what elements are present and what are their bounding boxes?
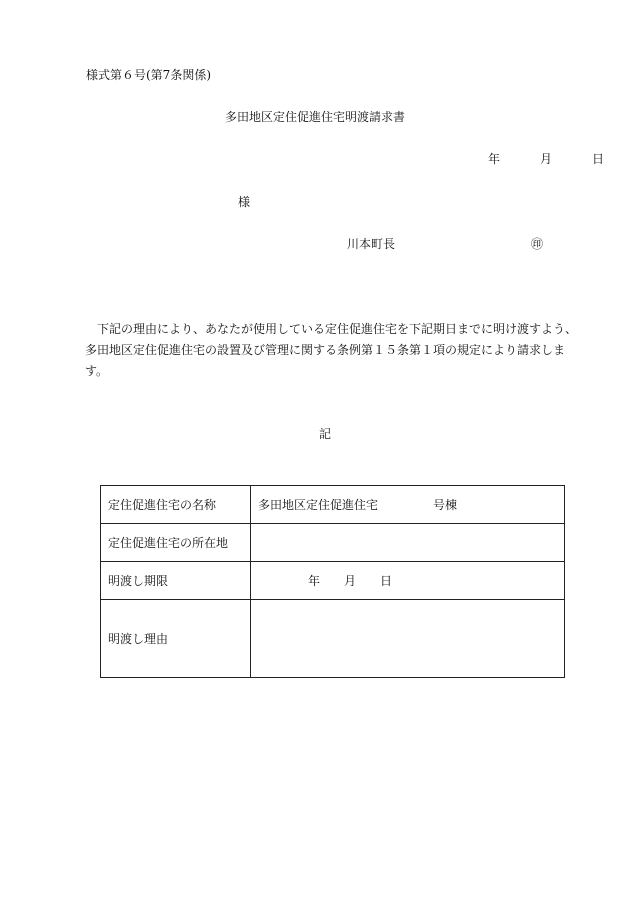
housing-building-suffix: 号棟: [433, 498, 458, 512]
row-label-reason: 明渡し理由: [101, 600, 251, 678]
table-row: [101, 600, 565, 678]
deadline-month: 月: [344, 574, 357, 588]
row-value-location: [251, 524, 565, 562]
row-value-name: [251, 486, 565, 524]
row-label-location: 定住促進住宅の所在地: [101, 524, 251, 562]
form-number: 様式第６号(第7条関係): [86, 68, 211, 82]
row-label-deadline: 明渡し期限: [101, 562, 251, 600]
seal-icon: ㊞: [531, 237, 544, 251]
addressee-suffix: 様: [238, 195, 251, 209]
date-day: 日: [592, 152, 605, 166]
row-value-reason: [251, 600, 565, 678]
housing-name-prefix: 多田地区定住促進住宅: [258, 498, 379, 512]
table-row: [101, 562, 565, 600]
row-value-deadline: [251, 562, 565, 600]
issuer-name: 川本町長: [347, 237, 396, 251]
date-month: 月: [540, 152, 553, 166]
body-text: 下記の理由により、あなたが使用している定住促進住宅を下記期日までに明け渡すよう、多田地区定住促進住宅の設置及び管理に関する条例第１５条第１項の規定により請求します。: [85, 322, 578, 378]
date-year: 年: [488, 152, 501, 166]
document-title: 多田地区定住促進住宅明渡請求書: [224, 110, 405, 124]
table-row: [101, 524, 565, 562]
deadline-year: 年: [308, 574, 321, 588]
info-table: [100, 485, 565, 678]
deadline-day: 日: [380, 574, 393, 588]
ki-heading: 記: [318, 427, 331, 441]
issue-date: [488, 150, 604, 167]
row-label-name: 定住促進住宅の名称: [101, 486, 251, 524]
table-row: [101, 486, 565, 524]
